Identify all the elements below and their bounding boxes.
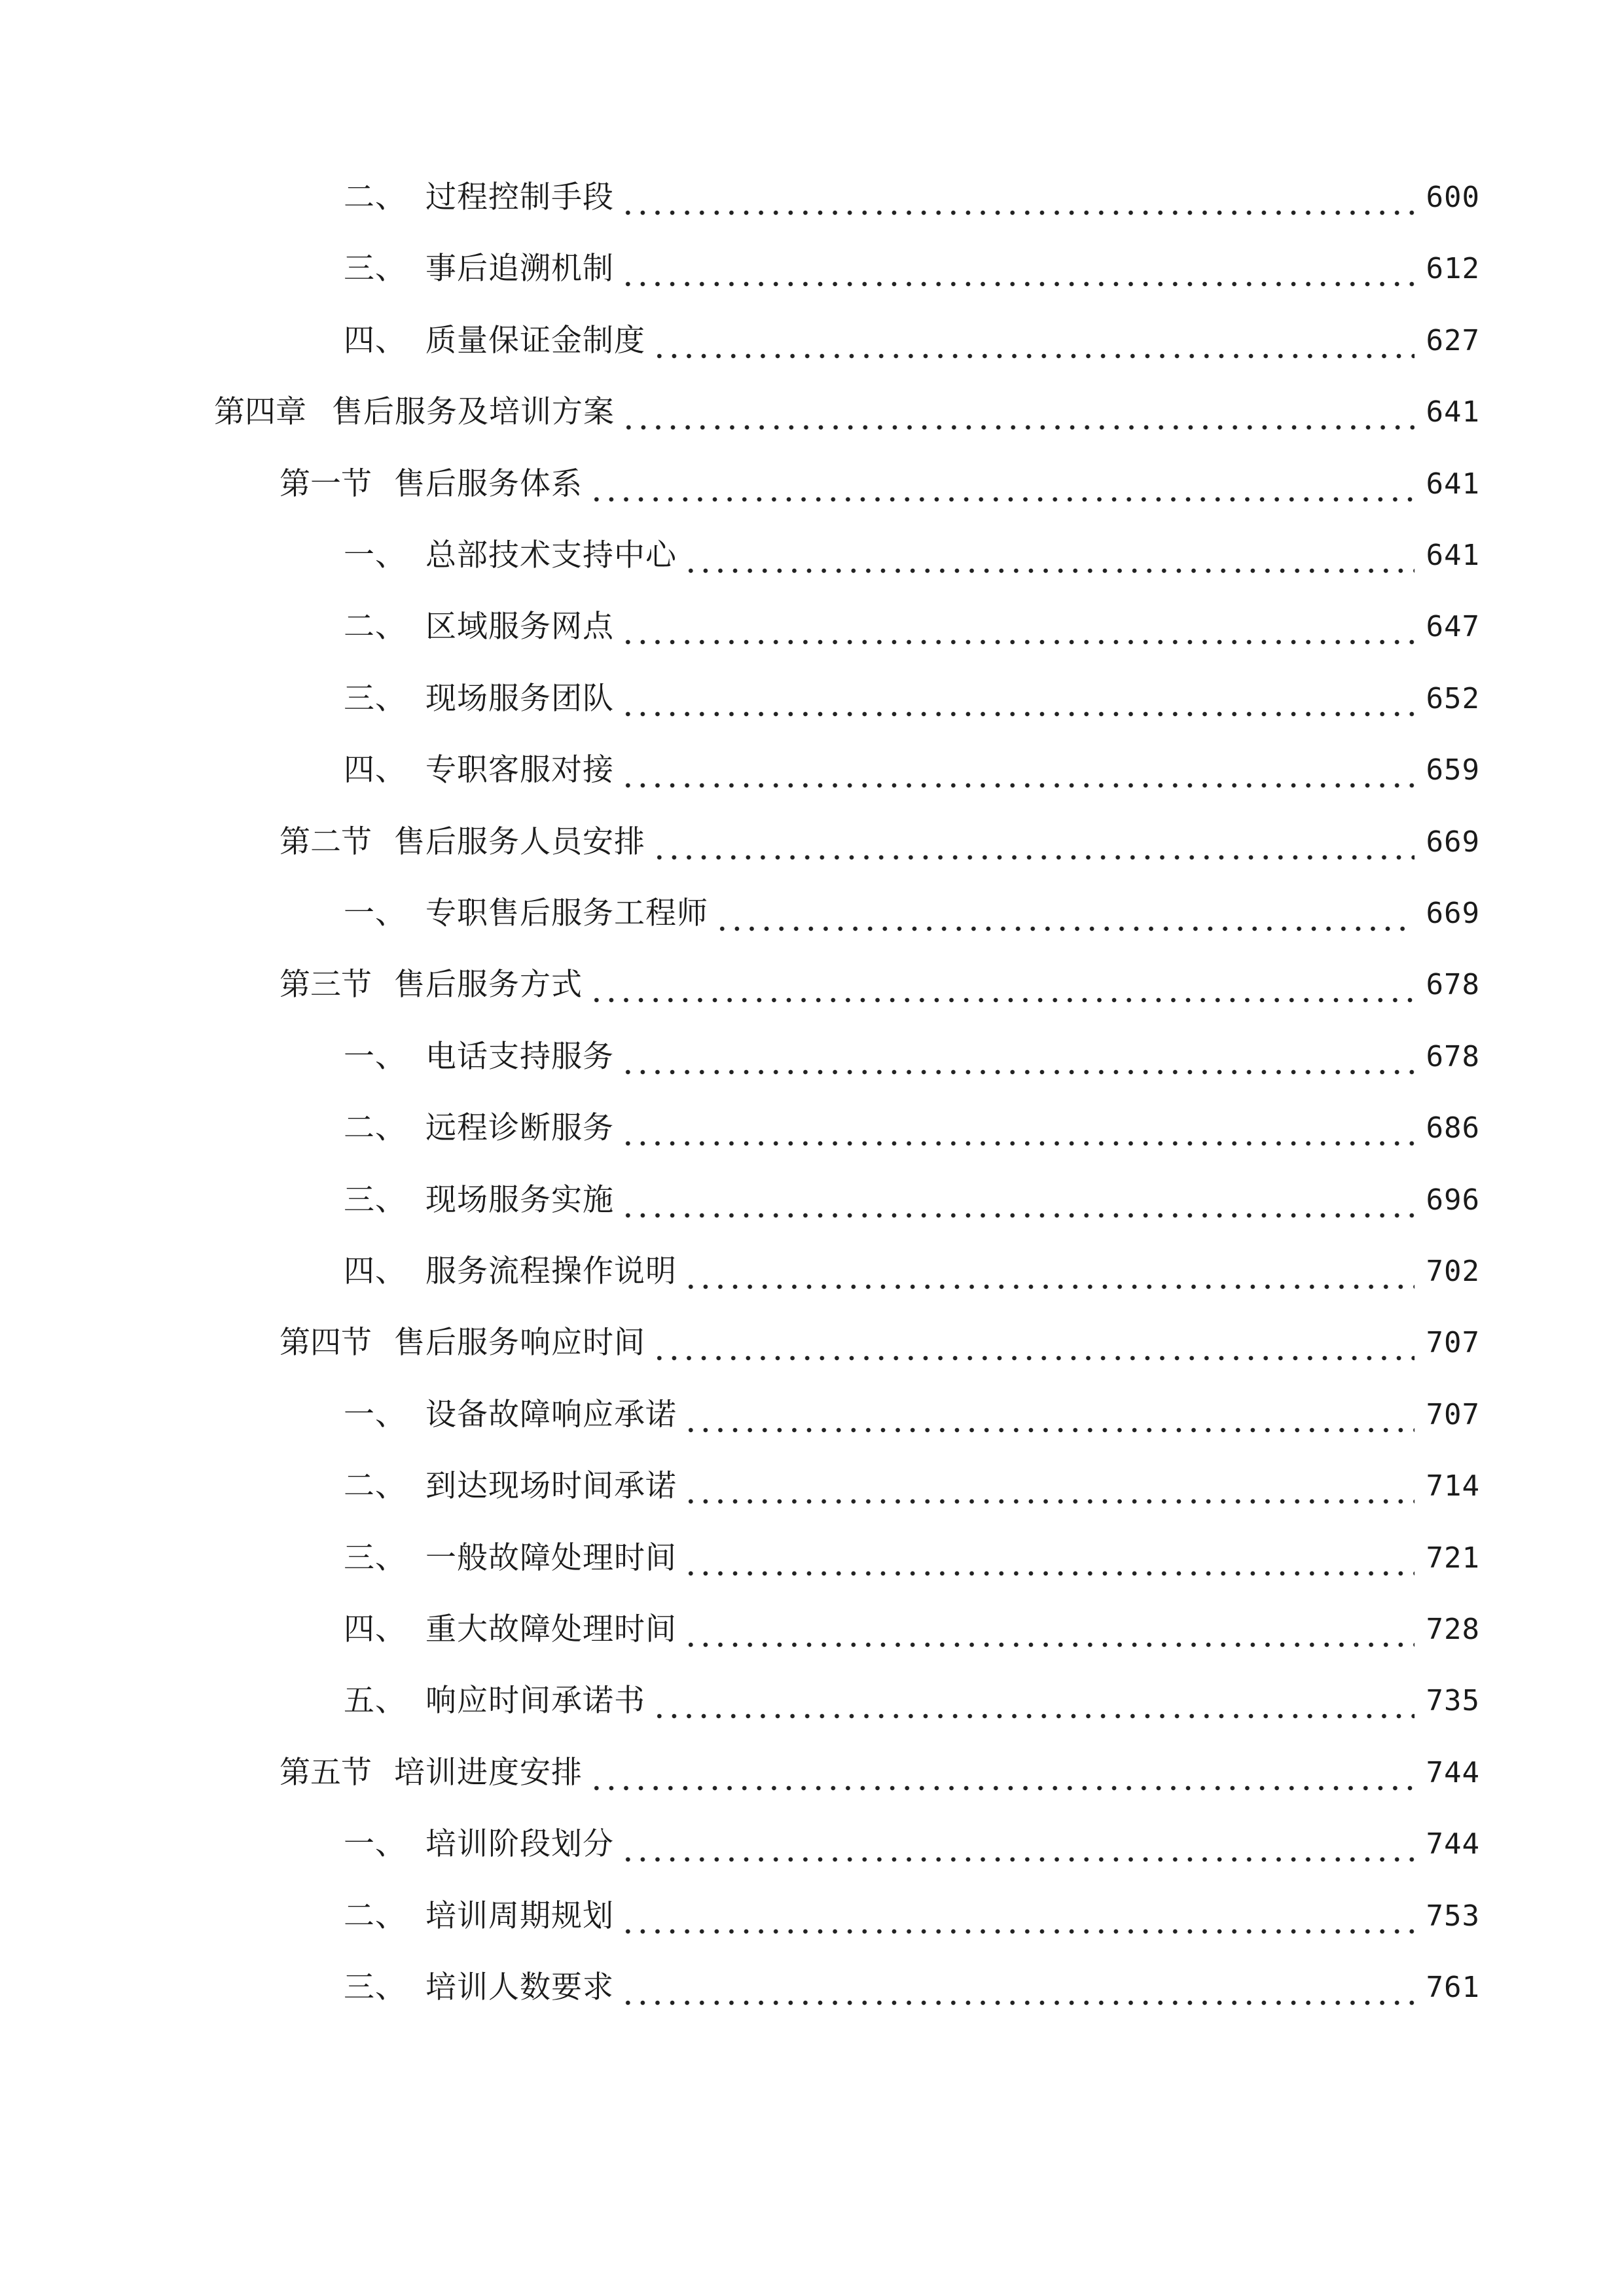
toc-entry-number: 三、 (344, 251, 406, 287)
toc-entry[interactable] (344, 1460, 1480, 1513)
toc-entry-title: 服务流程操作说明 (425, 1253, 677, 1289)
toc-entry[interactable] (344, 171, 1480, 224)
toc-entry-page-number: 641 (1426, 539, 1480, 572)
toc-entry-title: 电话支持服务 (425, 1038, 614, 1075)
toc-section-entry[interactable] (280, 816, 1480, 869)
toc-entry[interactable] (344, 601, 1480, 653)
toc-entry-number: 四、 (344, 752, 406, 789)
toc-entry-number: 二、 (344, 1468, 406, 1505)
toc-entry[interactable] (344, 888, 1480, 940)
toc-entry-number: 三、 (344, 1181, 406, 1218)
toc-entry-title: 售后服务响应时间 (394, 1325, 645, 1361)
toc-entry-page-number: 721 (1426, 1541, 1480, 1575)
toc-entry[interactable] (344, 1246, 1480, 1298)
toc-entry-page-number: 744 (1426, 1755, 1480, 1789)
toc-entry[interactable] (344, 673, 1480, 725)
toc-entry-page-number: 641 (1426, 395, 1480, 429)
toc-entry-number: 二、 (344, 609, 406, 645)
toc-entry[interactable] (344, 744, 1480, 797)
toc-entry-title: 培训人数要求 (425, 1969, 614, 2005)
toc-entry-title: 售后服务及培训方案 (332, 394, 615, 431)
dot-leader (652, 315, 1415, 367)
toc-entry-page-number: 659 (1426, 753, 1480, 787)
toc-entry-title: 质量保证金制度 (425, 322, 645, 359)
toc-entry[interactable] (344, 1675, 1480, 1727)
toc-entry[interactable] (344, 529, 1480, 582)
dot-leader (589, 959, 1415, 1011)
toc-entry-number: 二、 (344, 1897, 406, 1934)
toc-entry-number: 一、 (344, 537, 406, 573)
toc-entry-number: 五、 (344, 1683, 406, 1719)
toc-entry[interactable] (344, 1818, 1480, 1871)
toc-entry-page-number: 627 (1426, 323, 1480, 357)
toc-entry-number: 一、 (344, 895, 406, 931)
toc-entry-page-number: 641 (1426, 467, 1480, 501)
toc-entry-page-number: 600 (1426, 181, 1480, 214)
toc-entry-page-number: 669 (1426, 825, 1480, 859)
toc-entry-title: 培训阶段划分 (425, 1826, 614, 1863)
toc-entry-number: 一、 (344, 1396, 406, 1433)
toc-entry-page-number: 647 (1426, 610, 1480, 644)
toc-entry-title: 售后服务体系 (394, 465, 583, 502)
dot-leader (621, 601, 1415, 653)
toc-entry[interactable] (344, 1174, 1480, 1227)
toc-entry-number: 一、 (344, 1826, 406, 1863)
dot-leader (621, 1962, 1415, 2014)
toc-entry-page-number: 686 (1426, 1111, 1480, 1145)
toc-entry-number: 三、 (344, 1539, 406, 1576)
toc-entry-number: 三、 (344, 680, 406, 717)
dot-leader (683, 1532, 1415, 1585)
toc-section-entry[interactable] (280, 1317, 1480, 1369)
toc-entry-title: 设备故障响应承诺 (425, 1396, 677, 1433)
toc-entry-number: 第四节 (280, 1325, 372, 1361)
dot-leader (683, 529, 1415, 582)
toc-entry-number: 二、 (344, 179, 406, 215)
toc-entry-page-number: 744 (1426, 1827, 1480, 1861)
toc-entry[interactable] (344, 315, 1480, 367)
toc-entry-title: 总部技术支持中心 (425, 537, 677, 573)
toc-entry-page-number: 678 (1426, 1039, 1480, 1073)
toc-entry-title: 重大故障处理时间 (425, 1611, 677, 1647)
dot-leader (621, 1031, 1415, 1083)
toc-entry-page-number: 728 (1426, 1613, 1480, 1646)
toc-entry[interactable] (344, 1890, 1480, 1943)
toc-entry-page-number: 678 (1426, 968, 1480, 1002)
toc-entry-title: 到达现场时间承诺 (425, 1468, 677, 1505)
toc-entry[interactable] (344, 1962, 1480, 2014)
toc-chapter-entry[interactable] (214, 386, 1480, 439)
toc-entry-number: 一、 (344, 1038, 406, 1075)
toc-entry-title: 培训进度安排 (394, 1754, 583, 1791)
dot-leader (683, 1389, 1415, 1441)
toc-entry-page-number: 735 (1426, 1684, 1480, 1718)
toc-entry[interactable] (344, 243, 1480, 295)
toc-section-entry[interactable] (280, 1747, 1480, 1799)
toc-entry-number: 三、 (344, 1969, 406, 2005)
toc-entry-title: 现场服务团队 (425, 680, 614, 717)
dot-leader (683, 1460, 1415, 1513)
toc-entry-number: 四、 (344, 322, 406, 359)
toc-section-entry[interactable] (280, 458, 1480, 511)
toc-entry-page-number: 652 (1426, 681, 1480, 715)
toc-entry[interactable] (344, 1389, 1480, 1441)
dot-leader (589, 458, 1415, 511)
toc-entry-title: 培训周期规划 (425, 1897, 614, 1934)
toc-entry-number: 第三节 (280, 967, 372, 1003)
dot-leader (652, 816, 1415, 869)
toc-entry-title: 响应时间承诺书 (425, 1683, 645, 1719)
toc-entry-page-number: 714 (1426, 1469, 1480, 1503)
dot-leader (621, 673, 1415, 725)
dot-leader (621, 1174, 1415, 1227)
toc-entry-number: 二、 (344, 1110, 406, 1147)
toc-entry-page-number: 707 (1426, 1397, 1480, 1431)
toc-entry-title: 售后服务方式 (394, 967, 583, 1003)
dot-leader (621, 1818, 1415, 1871)
toc-entry[interactable] (344, 1604, 1480, 1656)
dot-leader (621, 386, 1415, 439)
toc-entry-number: 第四章 (214, 394, 306, 431)
toc-entry-page-number: 669 (1426, 897, 1480, 930)
dot-leader (621, 1890, 1415, 1943)
dot-leader (621, 1102, 1415, 1155)
toc-entry-number: 四、 (344, 1253, 406, 1289)
dot-leader (589, 1747, 1415, 1799)
dot-leader (652, 1317, 1415, 1369)
toc-entry-number: 四、 (344, 1611, 406, 1647)
toc-entry-title: 过程控制手段 (425, 179, 614, 215)
dot-leader (715, 888, 1415, 940)
dot-leader (621, 171, 1415, 224)
dot-leader (621, 243, 1415, 295)
toc-entry-page-number: 753 (1426, 1899, 1480, 1933)
toc-entry-page-number: 707 (1426, 1326, 1480, 1360)
toc-entry-page-number: 702 (1426, 1255, 1480, 1288)
toc-entry-title: 区域服务网点 (425, 609, 614, 645)
toc-entry-number: 第五节 (280, 1754, 372, 1791)
toc-entry-title: 专职客服对接 (425, 752, 614, 789)
dot-leader (652, 1675, 1415, 1727)
toc-entry[interactable] (344, 1102, 1480, 1155)
toc-entry-title: 现场服务实施 (425, 1181, 614, 1218)
toc-entry-page-number: 612 (1426, 252, 1480, 286)
toc-entry-title: 一般故障处理时间 (425, 1539, 677, 1576)
toc-entry-title: 售后服务人员安排 (394, 823, 645, 860)
toc-section-entry[interactable] (280, 959, 1480, 1011)
toc-entry-title: 专职售后服务工程师 (425, 895, 708, 931)
toc-entry[interactable] (344, 1532, 1480, 1585)
dot-leader (621, 744, 1415, 797)
toc-entry-number: 第一节 (280, 465, 372, 502)
dot-leader (683, 1246, 1415, 1298)
dot-leader (683, 1604, 1415, 1656)
toc-entry-number: 第二节 (280, 823, 372, 860)
toc-entry-page-number: 696 (1426, 1183, 1480, 1217)
toc-entry-title: 远程诊断服务 (425, 1110, 614, 1147)
toc-entry-title: 事后追溯机制 (425, 251, 614, 287)
toc-entry[interactable] (344, 1031, 1480, 1083)
toc-entry-page-number: 761 (1426, 1971, 1480, 2004)
